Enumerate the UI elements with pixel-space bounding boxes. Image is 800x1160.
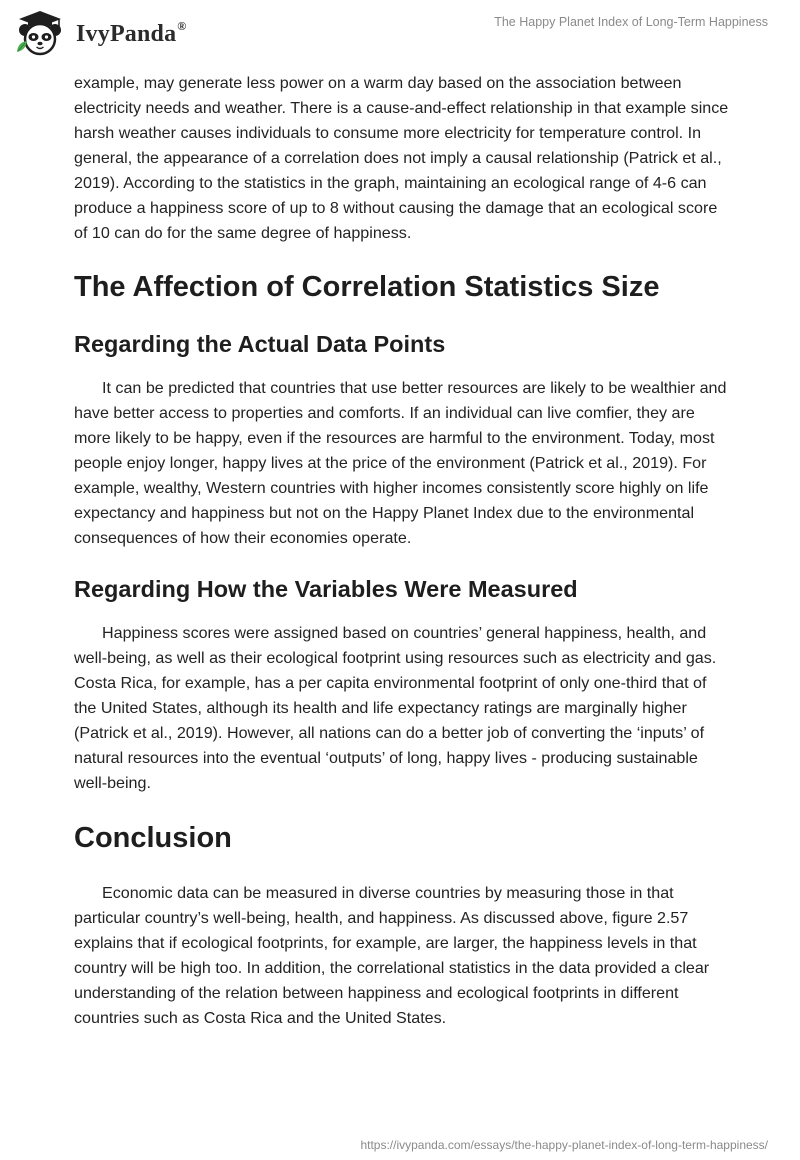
panda-graduate-logo-icon: [14, 8, 66, 60]
article-body: [74, 71, 730, 1031]
brand-name: [76, 18, 187, 48]
brand-logo[interactable]: [14, 8, 186, 60]
brand-name-text: IvyPanda: [76, 20, 177, 47]
source-url-link[interactable]: https://ivypanda.com/essays/the-happy-planet-index-of-long-term-happiness/: [360, 1138, 768, 1152]
conclusion-heading: Conclusion: [74, 822, 232, 854]
paragraph-data-points: It can be predicted that countries that use better resources are likely to be wealthier and have better access to properties and comforts. If an individual can live comfier, they are more likely to be happy, even if the resources are harmful to the environment. Today, most people enjoy longer, happy lives at the price of the environment (Patrick et al., 2019). For example, wealthy, Western countries with higher incomes consistently score highly on life expectancy and happiness but not on the Happy Planet Index due to the environmental consequences of how their economies operate.: [74, 379, 727, 547]
section-heading: The Affection of Correlation Statistics Size: [74, 271, 660, 303]
conclusion-paragraph: Economic data can be measured in diverse countries by measuring those in that particular country’s well-being, health, and happiness. As discussed above, figure 2.57 explains that if ecological footprints, for example, are larger, the happiness levels in that country will be high too. In addition, the correlational statistics in the data provided a clear understanding of the relation between happiness and ecological footprints in different countries such as Costa Rica and the United States.: [74, 884, 710, 1027]
subsection-heading-variables: Regarding How the Variables Were Measured: [74, 576, 578, 602]
page-header: [0, 0, 800, 66]
subsection-heading-data-points: Regarding the Actual Data Points: [74, 331, 446, 357]
document-title: The Happy Planet Index of Long-Term Happiness: [494, 15, 768, 29]
registered-mark: ®: [177, 18, 187, 33]
paragraph-variables: Happiness scores were assigned based on countries’ general happiness, health, and well-being, as well as their ecological footprint using resources such as electricity and gas. Costa Rica, for example, has a per capita environmental footprint of only one-third that of the United States, although its health and life expectancy ratings are marginally higher (Patrick et al., 2019). However, all nations can do a better job of converting the ‘inputs’ of natural resources into the eventual ‘outputs’ of long, happy lives - producing sustainable well-being.: [74, 624, 717, 792]
intro-paragraph: example, may generate less power on a warm day based on the association between electricity needs and weather. There is a cause-and-effect relationship in that example since harsh weather causes individuals to consume more electricity for temperature control. In general, the appearance of a correlation does not imply a causal relationship (Patrick et al., 2019). According to the statistics in the graph, maintaining an ecological range of 4-6 can produce a happiness score of up to 8 without causing the damage that an ecological score of 10 can do for the same degree of happiness.: [74, 74, 729, 242]
